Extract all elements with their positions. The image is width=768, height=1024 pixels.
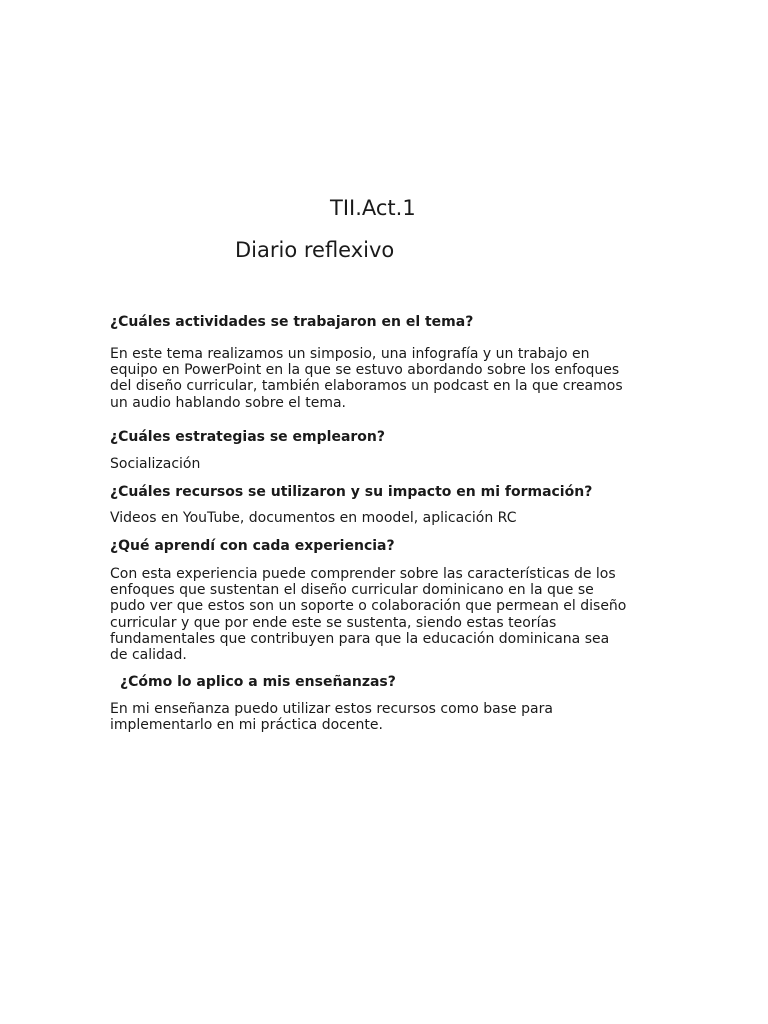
answer-learning [110,566,670,663]
answer-line: En este tema realizamos un simposio, una infografía y un trabajo en [110,346,590,362]
answer-line: equipo en PowerPoint en la que se estuvo abordando sobre los enfoques [110,362,620,379]
answer-line: Videos en YouTube, documentos en moodel, aplicación RC [110,510,517,526]
answer-line: de calidad. [110,647,187,664]
answer-line: curricular y que por ende este se sustenta, siendo estas teorías [110,614,557,631]
answer-strategies [110,456,670,472]
answer-line: fundamentales que contribuyen para que la educación dominicana sea [110,630,610,647]
answer-line: pudo ver que estos son un soporte o colaboración que permean el diseño [110,598,627,615]
question-application: ¿Cómo lo aplico a mis enseñanzas? [120,674,396,690]
answer-line: enfoques que sustentan el diseño curricular dominicano en la que se [110,582,594,599]
document-title: TII.Act.1 [330,196,416,220]
question-strategies: ¿Cuáles estrategias se emplearon? [110,429,386,445]
answer-resources [110,510,670,526]
answer-line: En mi enseñanza puedo utilizar estos recursos como base para [110,701,553,717]
answer-application [110,701,670,733]
question-activities: ¿Cuáles actividades se trabajaron en el tema? [110,314,474,330]
answer-line: implementarlo en mi práctica docente. [110,717,383,734]
answer-line: Con esta experiencia puede comprender sobre las características de los [110,566,616,582]
answer-line: un audio hablando sobre el tema. [110,394,347,411]
answer-line: del diseño curricular, también elaboramos un podcast en la que creamos [110,378,623,395]
answer-line: Socialización [110,456,201,472]
answer-activities [110,346,670,411]
document-subtitle: Diario reflexivo [235,238,395,262]
question-learning: ¿Qué aprendí con cada experiencia? [110,538,395,554]
question-resources: ¿Cuáles recursos se utilizaron y su impacto en mi formación? [110,484,593,500]
